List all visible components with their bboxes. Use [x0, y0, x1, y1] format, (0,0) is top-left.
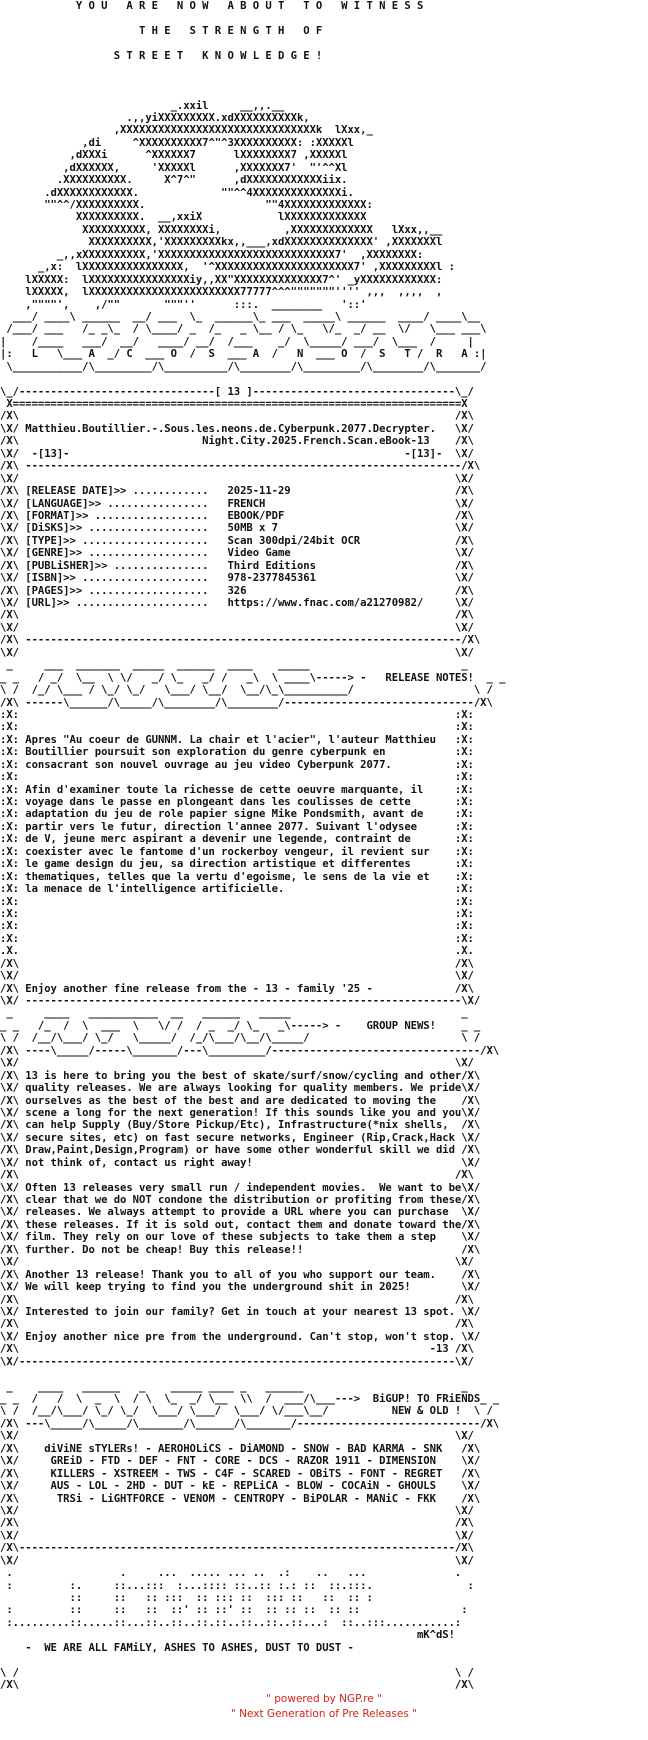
nfo-line: :X: voyage dans le passe en plongeant dans les coulisses de cette :X: — [0, 796, 474, 808]
nfo-line: /X\ 13 is here to bring you the best of skate/surf/snow/cycling and other/X\ — [0, 1069, 481, 1082]
nfo-line: XXXXXXXXXX,'XXXXXXXXXkx,,___,xdXXXXXXXXXXXXXX' ,XXXXXXXl — [0, 236, 443, 249]
nfo-line: _,,xXXXXXXXXXX,'XXXXXXXXXXXXXXXXXXXXXXXXXXXX7' ,XXXXXXXX: — [0, 248, 424, 261]
nfo-line: \X/ \X/ — [0, 621, 474, 634]
nfo-line: /X\ can help Supply (Buy/Store Pickup/Etc), Infrastructure(*nix shells, /X\ — [0, 1119, 481, 1132]
nfo-line: \ / /__/\___/ \_/ \_____/ /_/\___/\__/\_____/ \ / — [0, 1032, 481, 1045]
nfo-line: _ ____ ___________ __ ______ _____ _ — [0, 1007, 468, 1020]
nfo-line: /X\ /X\ — [0, 957, 474, 970]
nfo-line: \X/ \X/ — [0, 970, 474, 983]
nfo-line: XXXXXXXXXX. __,xxiX lXXXXXXXXXXXXX — [0, 211, 367, 224]
nfo-line: /___/ ___ /_ _\_ / \____/ _ /_ _ \__ / \_ \/_ _/ __ \/ \___ ___\ — [0, 323, 487, 336]
nfo-line: \X/ scene a long for the next generation! If this sounds like you and you\X/ — [0, 1106, 481, 1119]
nfo-line: :X: de V, jeune merc aspirant a devenir une legende, contraint de :X: — [0, 833, 474, 846]
nfo-line: :X: coexister avec le fantome d'un rockerboy vengeur, il revient sur :X: — [0, 845, 474, 858]
nfo-line: /X\ TRSi - LiGHTFORCE - VENOM - CENTROPY - BiPOLAR - MANiC - FKK /X\ — [0, 1492, 481, 1505]
nfo-line: \X/ film. They rely on our love of these subjects to take them a step \X/ — [0, 1231, 481, 1244]
nfo-line: \X/ \X/ — [0, 1256, 474, 1269]
ngp-tagline: " Next Generation of Pre Releases " — [230, 1708, 418, 1720]
nfo-line: - WE ARE ALL FAMiLY, ASHES TO ASHES, DUST TO DUST - — [0, 1641, 449, 1654]
nfo-line: /X\ [PAGES]>> ................... 326 /X\ — [0, 584, 474, 597]
nfo-line: S T R E E T K N O W L E D G E ! — [0, 49, 323, 62]
nfo-line: /X\ clear that we do NOT condone the distribution or profiting from these/X\ — [0, 1194, 481, 1206]
nfo-line — [0, 12, 648, 24]
nfo-line: ,dXXXXXX, 'XXXXXl ,XXXXXXX7' "'^^Xl — [0, 161, 348, 174]
nfo-line: /X\ [TYPE]>> .................... Scan 300dpi/24bit OCR /X\ — [0, 534, 474, 547]
nfo-line: \X/ [DiSKS]>> ................... 50MB x 7 \X/ — [0, 522, 474, 535]
nfo-line: ,""""', ,/"" """'' :::. ________ '::' — [0, 298, 367, 311]
nfo-line: /X\ /X\ — [0, 1318, 474, 1331]
nfo-line: /X\ [PUBLiSHER]>> ............... Third Editions /X\ — [0, 559, 474, 572]
nfo-line: :X: :X: — [0, 721, 474, 734]
nfo-line: ,dXXXi ^XXXXXX7 lXXXXXXXX7 ,XXXXXl — [0, 149, 348, 162]
nfo-line: \X/ Matthieu.Boutillier.-.Sous.les.neons.de.Cyberpunk.2077.Decrypter. \X/ — [0, 422, 474, 435]
nfo-line: _ _ / / \ _ \ / \ \_ _/ \__ \\ / ___/\___---> BiGUP! TO FRiENDS_ _ — [0, 1393, 500, 1405]
nfo-line: \X/ \X/ — [0, 1504, 474, 1517]
nfo-line: :X: :X: — [0, 920, 474, 933]
nfo-line: ""^^/XXXXXXXXXX. ""4XXXXXXXXXXXXX: — [0, 199, 373, 211]
nfo-line: \X/ \X/ — [0, 646, 474, 659]
nfo-line: T H E S T R E N G T H O F — [0, 24, 323, 37]
nfo-line: _,x: lXXXXXXXXXXXXXXXX, '^XXXXXXXXXXXXXXXXXXXXXX7' ,XXXXXXXXXl : — [0, 261, 455, 274]
nfo-line: :X: partir vers le futur, direction l'annee 2077. Suivant l'odysee :X: — [0, 820, 474, 833]
nfo-line: :X: :X: — [0, 771, 474, 784]
nfo-line: \X/ AUS - LOL - 2HD - DUT - kE - REPLiCA - BLOW - COCAiN - GHOULS \X/ — [0, 1480, 481, 1493]
nfo-line — [0, 37, 648, 49]
nfo-line: .dXXXXXXXXXXXX. ""^^4XXXXXXXXXXXXXXi. — [0, 186, 354, 199]
nfo-line: :.........::.....::...::..::..::.::..::..::..::...: ::..:::...........: — [0, 1616, 462, 1629]
nfo-line: \X/ releases. We always attempt to provide a URL where you can purchase \X/ — [0, 1206, 481, 1219]
nfo-line — [0, 87, 648, 99]
nfo-line: \X/ \X/ — [0, 1430, 474, 1443]
nfo-line: \X/ [LANGUAGE]>> ................ FRENCH \X/ — [0, 497, 474, 510]
nfo-line: : :: :: :: ::' :: ::' :: :: :: :: :: :: : — [0, 1604, 468, 1617]
nfo-line: .X. .X. — [0, 945, 474, 958]
nfo-line: /X\ [RELEASE DATE]>> ............ 2025-11-29 /X\ — [0, 485, 474, 498]
nfo-line: /X\ Enjoy another fine release from the - 13 - family '25 - /X\ — [0, 982, 474, 995]
nfo-line: :X: adaptation du jeu de role papier signe Mike Pondsmith, avant de :X: — [0, 808, 474, 821]
nfo-line: X=======================================================================X — [0, 398, 468, 410]
nfo-line: \X/ \X/ — [0, 1529, 474, 1542]
nfo-line: ___/ ____\ ______ __/ ___ \_ ______\_ ___ _____\ ______ ____/ ____\__ — [0, 310, 481, 323]
nfo-line: \X/ [ISBN]>> .................... 978-2377845361 \X/ — [0, 572, 474, 585]
nfo-line: : :. ::...::: :...:::: ::..:: :.: :: ::.:::. : — [0, 1579, 474, 1592]
nfo-line: :X: :X: — [0, 907, 474, 920]
nfo-line: _.xxil __,,.__ — [0, 99, 285, 112]
nfo-line: . . ... ..... ... .. .: .. ... . — [0, 1567, 462, 1580]
nfo-line: XXXXXXXXXX, XXXXXXXXi, ,XXXXXXXXXXXXX lXxx,,__ — [0, 223, 443, 236]
nfo-line: ,XXXXXXXXXXXXXXXXXXXXXXXXXXXXXXXk lXxx,_ — [0, 124, 373, 137]
nfo-line — [0, 62, 648, 74]
nfo-line: \ / /_/ \___ / \_/ \_/ \___/ \__/ \__/\_\__________/ \ / — [0, 684, 493, 697]
nfo-line: /X\ /X\ — [0, 609, 474, 622]
nfo-line: :X: Boutillier poursuit son exploration du genre cyberpunk en :X: — [0, 746, 474, 759]
nfo-line: :X: :X: — [0, 932, 474, 945]
nfo-line: Y O U A R E N O W A B O U T T O W I T N E S S — [0, 0, 424, 12]
nfo-line: /X\ -13 /X\ — [0, 1343, 474, 1356]
nfo-line: \X/ Often 13 releases very small run / independent movies. We want to be\X/ — [0, 1181, 481, 1194]
nfo-line: \ / \ / — [0, 1666, 474, 1679]
nfo-line: :X: consacrant son nouvel ouvrage au jeu video Cyberpunk 2077. :X: — [0, 758, 474, 771]
nfo-line: /X\ ------\______/\_____/\________/\________/------------------------------/X\ — [0, 696, 493, 709]
nfo-line: :X: :X: — [0, 708, 474, 721]
nfo-line: _ ___ _______ _____ ______ ____ _____ _ — [0, 659, 468, 672]
nfo-line — [0, 373, 648, 385]
nfo-line: mK^dS! — [0, 1629, 455, 1642]
nfo-line: /X\ /X\ — [0, 1679, 474, 1690]
nfo-line: _ _ / _/ \__ \ \/ _/ \_ _/ / _\ \ ____\-----> - RELEASE NOTES! _ _ — [0, 671, 506, 684]
nfo-line: :X: Apres "Au coeur de GUNNM. La chair et l'acier", l'auteur Matthieu :X: — [0, 733, 474, 746]
nfo-line: /X\ KILLERS - XSTREEM - TWS - C4F - SCARED - OBiTS - FONT - REGRET /X\ — [0, 1467, 481, 1480]
nfo-line: \X/---------------------------------------------------------------------\X/ — [0, 1355, 474, 1368]
nfo-line: :X: :X: — [0, 895, 474, 908]
nfo-line: :: :: :: ::: :: ::: :: ::: :: :: :: : — [0, 1592, 468, 1604]
nfo-line: \X/ ---------------------------------------------------------------------\X/ — [0, 995, 481, 1007]
nfo-line: /X\ these releases. If it is sold out, contact them and donate toward the/X\ — [0, 1218, 481, 1231]
nfo-line — [0, 1654, 648, 1666]
nfo-line: .,,yiXXXXXXXXX.xdXXXXXXXXXXk, — [0, 111, 310, 124]
nfo-line: /X\ ---------------------------------------------------------------------/X\ — [0, 634, 481, 647]
nfo-line: .XXXXXXXXXX. X^7^" ,dXXXXXXXXXXXXiix. — [0, 174, 348, 187]
nfo-line: \ / /__/\___/ \_/ \_/ \___/ \___/ \___/ \/___\__/ NEW & OLD ! \ / — [0, 1405, 493, 1418]
nfo-line: \_/-------------------------------[ 13 ]--------------------------------\_/ — [0, 385, 474, 398]
nfo-line: /X\ /X\ — [0, 410, 474, 423]
nfo-line: /X\ further. Do not be cheap! Buy this release!! /X\ — [0, 1243, 481, 1256]
nfo-line: \X/ not think of, contact us right away! \X/ — [0, 1156, 481, 1169]
nfo-line: |: L \___ A _/ C ___ O / S ___ A / N ___ O / S T / R A :| — [0, 348, 487, 361]
nfo-line: /X\ Another 13 release! Thank you to all of you who support our team. /X\ — [0, 1268, 481, 1281]
nfo-line: /X\ Night.City.2025.French.Scan.eBook-13 /X\ — [0, 435, 474, 448]
nfo-line: \___________/\_________/\__________/\________/\_________/\________/\_______/ — [0, 360, 487, 373]
nfo-line: \X/ Interested to join our family? Get in touch at your nearest 13 spot. \X/ — [0, 1305, 481, 1318]
nfo-line: \X/ We will keep trying to find you the underground shit in 2025! \X/ — [0, 1281, 481, 1294]
nfo-line: /X\ /X\ — [0, 1169, 474, 1182]
nfo-line: \X/ [URL]>> ..................... https://www.fnac.com/a21270982/ \X/ — [0, 597, 474, 609]
nfo-line: lXXXXX: lXXXXXXXXXXXXXXXXiy,,XX"XXXXXXXXXXXXXX7^' _yXXXXXXXXXXXX: — [0, 273, 443, 286]
nfo-line: /X\---------------------------------------------------------------------/X\ — [0, 1542, 474, 1555]
nfo-line: ,di ^XXXXXXXXXX7^"^3XXXXXXXXXX: :XXXXXl — [0, 136, 354, 149]
nfo-line — [0, 75, 648, 87]
nfo-line: /X\ ----\_____/-----\_______/---\_________/---------------------------------/X\ — [0, 1044, 500, 1057]
nfo-line: \X/ -[13]- -[13]- \X/ — [0, 447, 474, 460]
nfo-line: \X/ quality releases. We are always looking for quality members. We pride\X/ — [0, 1082, 481, 1095]
nfo-line: \X/ GREiD - FTD - DEF - FNT - CORE - DCS - RAZOR 1911 - DIMENSION \X/ — [0, 1455, 481, 1468]
nfo-line: \X/ \X/ — [0, 1554, 474, 1567]
nfo-line: /X\ diViNE sTYLERs! - AEROHOLiCS - DiAMOND - SNOW - BAD KARMA - SNK /X\ — [0, 1442, 481, 1455]
nfo-line: /X\ /X\ — [0, 1517, 474, 1530]
nfo-line: lXXXXX, lXXXXXXXXXXXXXXXXXXXXXXXX77777^^^"""""""'''' ,,, ,,,, , — [0, 286, 443, 299]
powered-by-text: " powered by NGP.re " — [266, 1693, 382, 1705]
nfo-line: :X: la menace de l'intelligence artificielle. :X: — [0, 883, 474, 896]
nfo-line: \X/ \X/ — [0, 1057, 474, 1070]
nfo-line: _ ____ ______ _ _____ ____ _ ______ _ — [0, 1380, 468, 1393]
nfo-line: /X\ ---------------------------------------------------------------------/X\ — [0, 460, 481, 473]
nfo-line: /X\ ourselves as the best of the best and are dedicated to moving the /X\ — [0, 1094, 481, 1107]
nfo-line: :X: Afin d'examiner toute la richesse de cette oeuvre marquante, il :X: — [0, 783, 474, 796]
nfo-line: \X/ \X/ — [0, 472, 474, 485]
nfo-line: \X/ [GENRE]>> ................... Video Game \X/ — [0, 547, 474, 560]
nfo-line: \X/ secure sites, etc) on fast secure networks, Engineer (Rip,Crack,Hack \X/ — [0, 1131, 481, 1144]
nfo-line: /X\ Draw,Paint,Design,Program) or have some other wonderful skill we did /X\ — [0, 1144, 481, 1157]
nfo-line: _ _ /_ / \ ___ \ \/ / / _ _/ \_ _\-----> - GROUP NEWS! _ _ — [0, 1019, 481, 1032]
nfo-line: /X\ [FORMAT]>> .................. EBOOK/PDF /X\ — [0, 509, 474, 522]
nfo-line: /X\ ---\_____/\_____/\_______/\______/\_______/-----------------------------/X\ — [0, 1417, 500, 1430]
nfo-line — [0, 1368, 648, 1380]
nfo-line: | /____ ___/ __/ ____/ __/ /___ _/ \_____/ ___/ \___ / | — [0, 335, 474, 348]
nfo-line: /X\ /X\ — [0, 1293, 474, 1306]
footer — [0, 1692, 648, 1722]
nfo-line: :X: le game design du jeu, sa direction artistique et differentes :X: — [0, 858, 474, 871]
nfo-line: \X/ Enjoy another nice pre from the underground. Can't stop, won't stop. \X/ — [0, 1330, 481, 1343]
nfo-line: :X: thematiques, telles que la vertu d'egoisme, le sens de la vie et :X: — [0, 870, 474, 883]
